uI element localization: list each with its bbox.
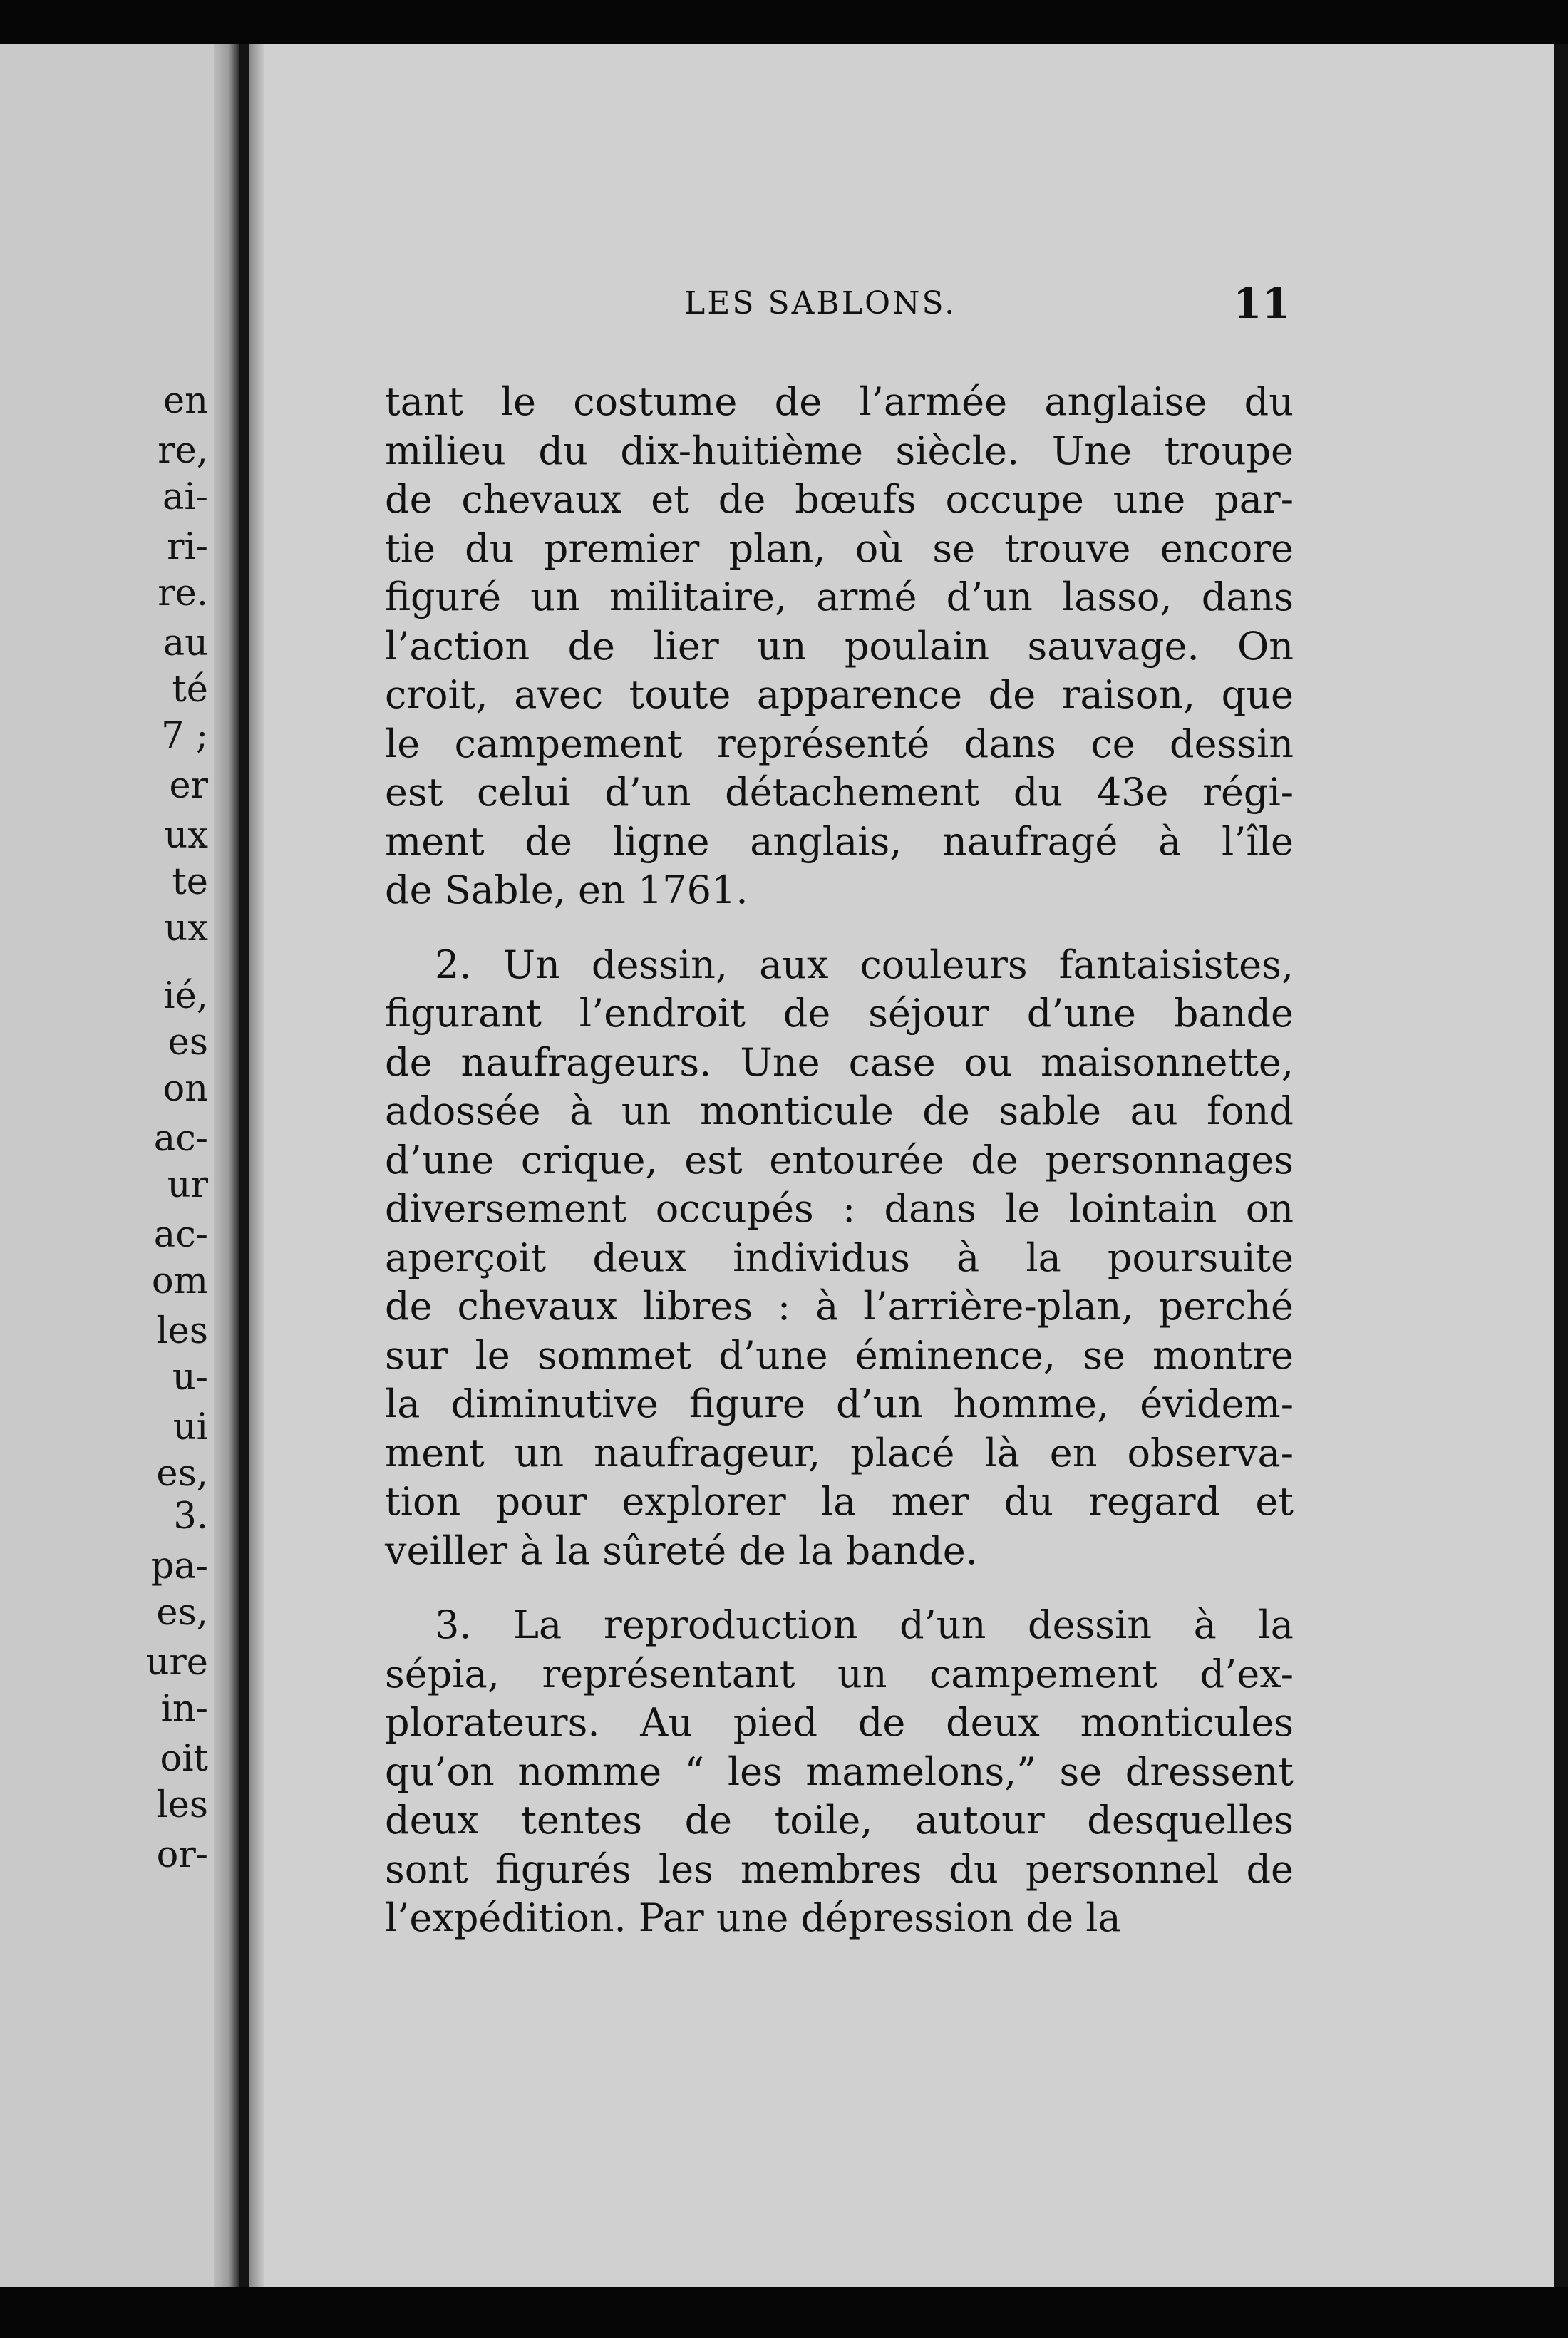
left-page-fragment: ié, bbox=[163, 975, 208, 1017]
text-line: sont figurés les membres du personnel de bbox=[385, 1846, 1294, 1892]
left-page-fragment: en bbox=[163, 380, 208, 422]
text-line: est celui d’un détachement du 43e régi- bbox=[385, 770, 1294, 815]
text-line: tion pour explorer la mer du regard et bbox=[385, 1479, 1294, 1524]
paragraph-3 bbox=[385, 1601, 1294, 1943]
left-page-fragment: ux bbox=[164, 907, 208, 949]
text-line: d’une crique, est entourée de personnages bbox=[385, 1137, 1294, 1183]
left-page-fragment: ure bbox=[145, 1642, 208, 1684]
left-page-fragment: ac- bbox=[153, 1118, 208, 1160]
text-line: la diminutive figure d’un homme, évidem- bbox=[385, 1381, 1294, 1426]
left-page-fragment: es bbox=[167, 1021, 208, 1064]
text-line: veiller à la sûreté de la bande. bbox=[385, 1528, 978, 1573]
left-page-fragment: or- bbox=[156, 1834, 208, 1876]
page-number: 11 bbox=[1233, 279, 1291, 328]
left-page-fragment: er bbox=[169, 765, 208, 807]
left-page-fragment: pa- bbox=[150, 1545, 208, 1587]
left-page-fragment: au bbox=[163, 622, 208, 664]
text-line: figurant l’endroit de séjour d’une bande bbox=[385, 991, 1294, 1036]
left-page-fragment: té bbox=[172, 669, 208, 711]
left-page-fragment: 7 ; bbox=[161, 715, 208, 757]
left-page-fragment: om bbox=[151, 1260, 208, 1302]
left-page-fragment: ux bbox=[164, 815, 208, 857]
text-line: de Sable, en 1761. bbox=[385, 867, 748, 912]
left-page-fragment: es, bbox=[156, 1453, 208, 1495]
text-line: ment un naufrageur, placé là en observa- bbox=[385, 1430, 1294, 1476]
book-gutter bbox=[214, 44, 264, 2287]
left-page-fragment: ac- bbox=[153, 1214, 208, 1256]
scan-border-bottom bbox=[0, 2287, 1568, 2338]
left-page-fragment: ui bbox=[172, 1406, 208, 1448]
body-text bbox=[385, 378, 1294, 1943]
left-page-fragment: te bbox=[172, 861, 208, 903]
text-line: l’action de lier un poulain sauvage. On bbox=[385, 623, 1294, 669]
left-page-fragment: les bbox=[156, 1784, 208, 1826]
text-line: diversement occupés : dans le lointain on bbox=[385, 1186, 1294, 1231]
paragraph-1 bbox=[385, 378, 1294, 915]
left-page-fragment: es, bbox=[156, 1592, 208, 1634]
text-line: le campement représenté dans ce dessin bbox=[385, 721, 1294, 766]
text-line: plorateurs. Au pied de deux monticules bbox=[385, 1700, 1294, 1745]
scan-border-right bbox=[1554, 44, 1568, 2287]
text-line: deux tentes de toile, autour desquelles bbox=[385, 1798, 1294, 1843]
left-page-fragment: 3. bbox=[173, 1495, 208, 1538]
left-page-fragment: in- bbox=[160, 1688, 208, 1730]
left-page-fragment: ri- bbox=[167, 526, 208, 568]
scan-border-top bbox=[0, 0, 1568, 44]
left-page-fragment: ai- bbox=[163, 476, 208, 518]
text-line: milieu du dix-huitième siècle. Une troupe bbox=[385, 428, 1294, 473]
left-page-fragment: oit bbox=[160, 1738, 208, 1780]
left-page-fragment: re. bbox=[158, 572, 208, 614]
text-line: adossée à un monticule de sable au fond bbox=[385, 1088, 1294, 1133]
text-line: sépia, représentant un campement d’ex- bbox=[385, 1651, 1294, 1696]
text-line: croit, avec toute apparence de raison, que bbox=[385, 672, 1294, 717]
left-page-fragment: re, bbox=[158, 430, 208, 472]
text-line: l’expédition. Par une dépression de la bbox=[385, 1895, 1121, 1940]
text-line: de chevaux et de bœufs occupe une par- bbox=[385, 477, 1294, 522]
text-line: de naufrageurs. Une case ou maisonnette, bbox=[385, 1039, 1294, 1085]
left-page-fragment: on bbox=[163, 1068, 208, 1110]
text-line: tant le costume de l’armée anglaise du bbox=[385, 379, 1294, 424]
left-page-fragment: ur bbox=[167, 1164, 208, 1206]
text-line: tie du premier plan, où se trouve encore bbox=[385, 525, 1294, 571]
left-page-fragment: les bbox=[156, 1310, 208, 1352]
binding-spine bbox=[239, 44, 249, 2287]
left-page-edge bbox=[0, 44, 214, 2287]
text-line: de chevaux libres : à l’arrière-plan, perché bbox=[385, 1284, 1294, 1329]
text-line: 2. Un dessin, aux couleurs fantaisistes, bbox=[435, 942, 1294, 987]
paragraph-2 bbox=[385, 941, 1294, 1576]
text-line: sur le sommet d’une éminence, se montre bbox=[385, 1332, 1294, 1378]
text-line: 3. La reproduction d’un dessin à la bbox=[435, 1602, 1294, 1647]
text-line: aperçoit deux individus à la poursuite bbox=[385, 1235, 1294, 1280]
text-line: ment de ligne anglais, naufragé à l’île bbox=[385, 818, 1294, 864]
left-page-fragment: u- bbox=[172, 1356, 208, 1399]
text-line: qu’on nomme “ les mamelons,” se dressent bbox=[385, 1749, 1294, 1794]
running-head: LES SABLONS. bbox=[684, 285, 957, 321]
text-line: figuré un militaire, armé d’un lasso, dans bbox=[385, 575, 1294, 619]
